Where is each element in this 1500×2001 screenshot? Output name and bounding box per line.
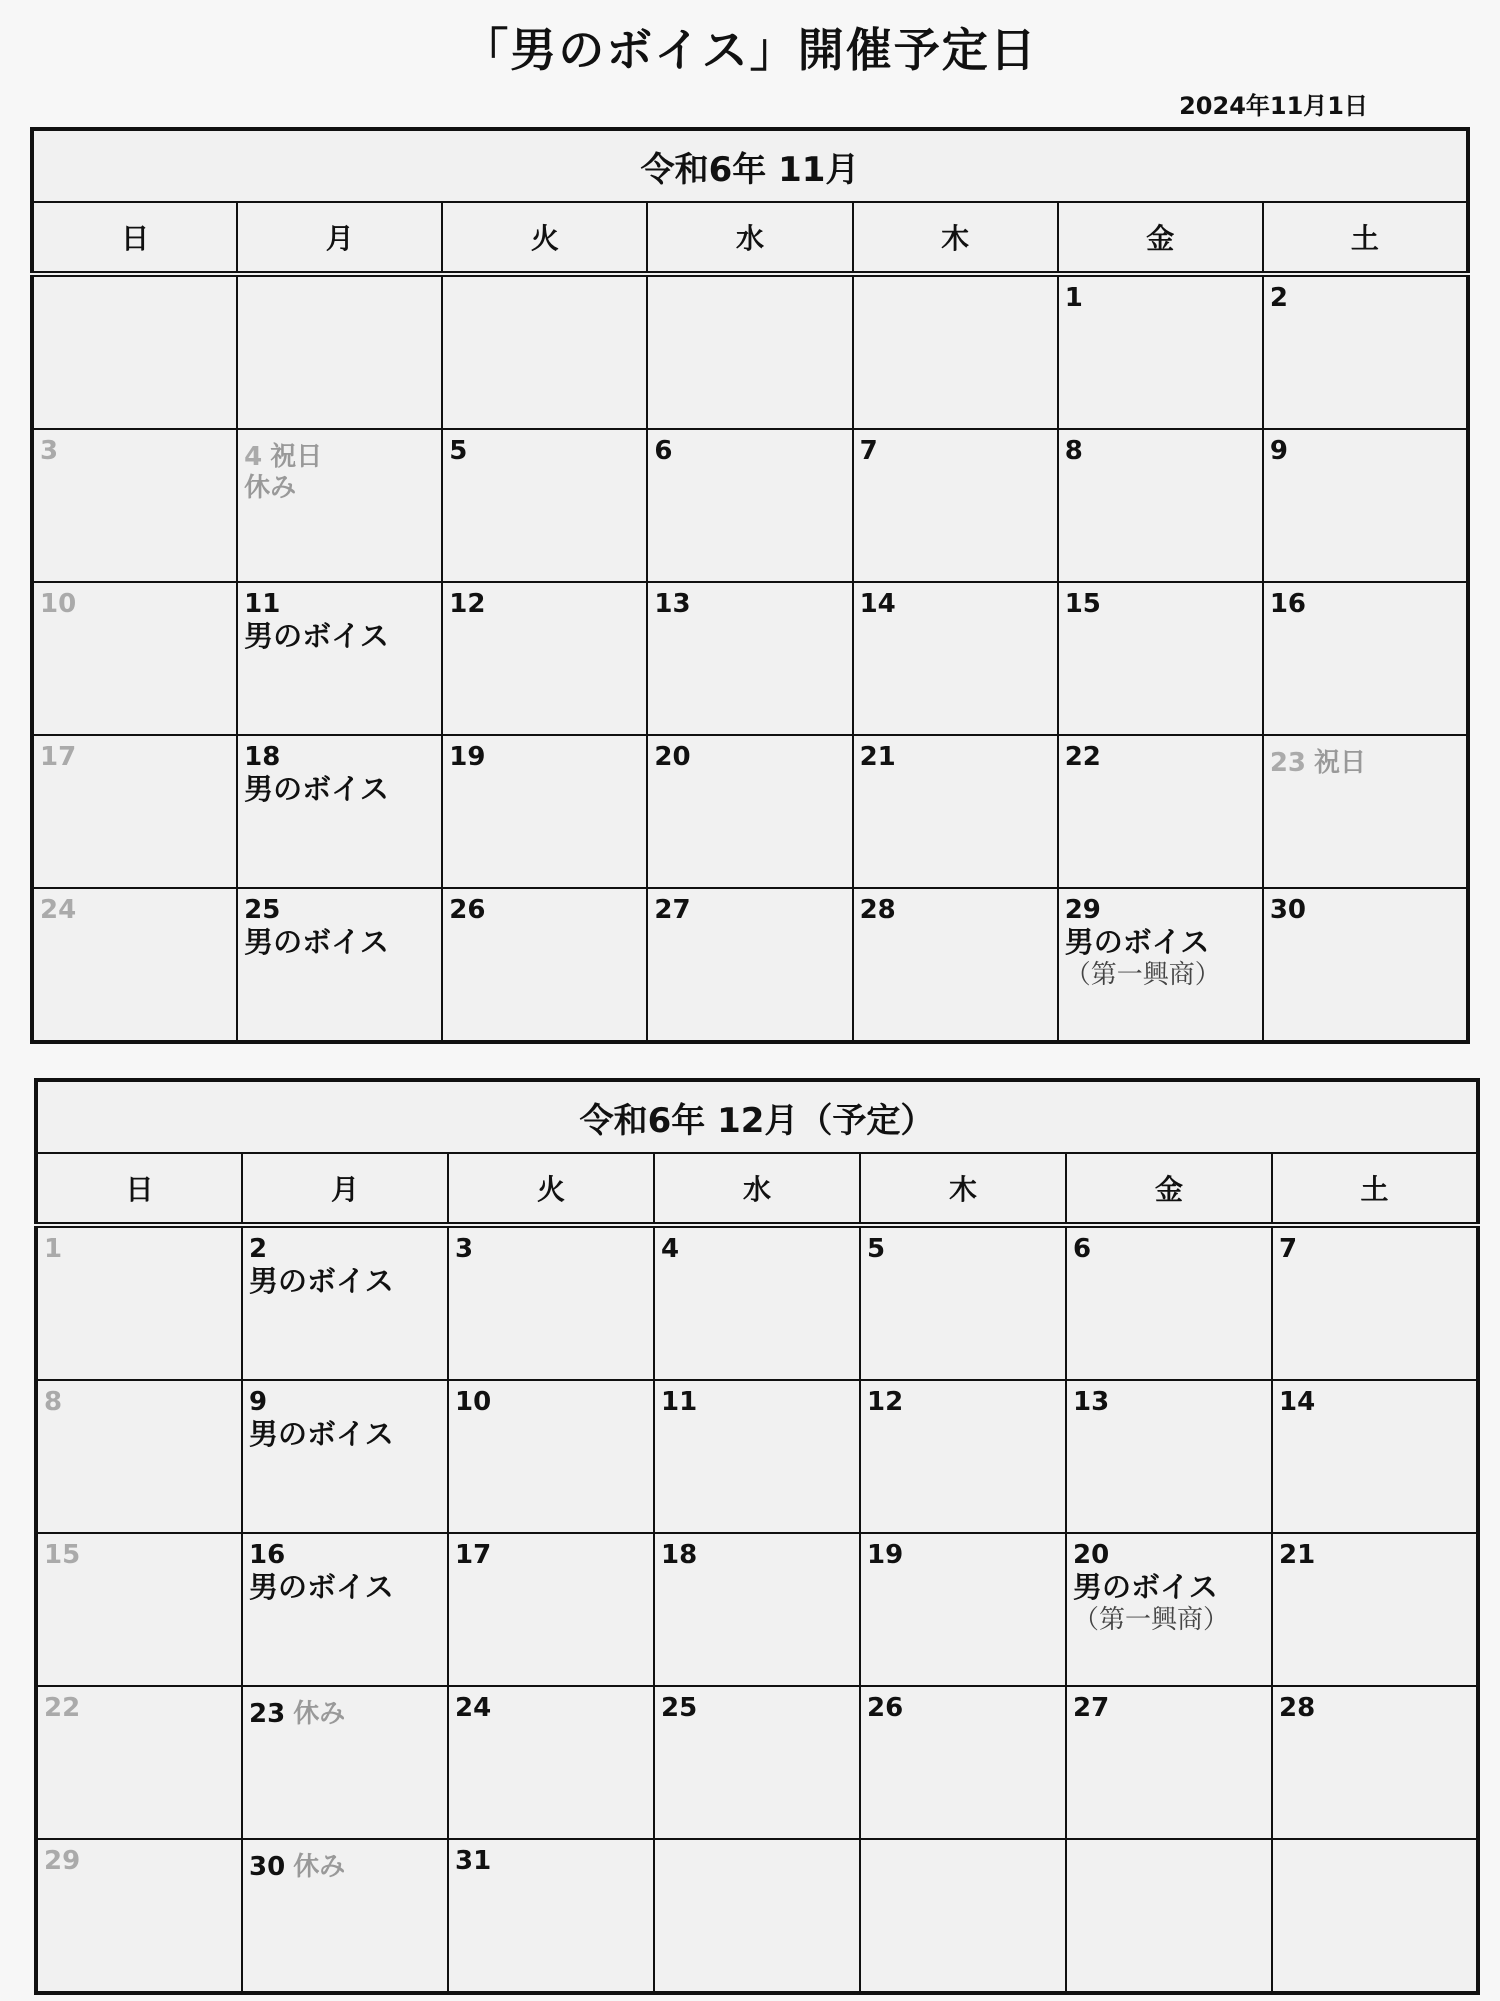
weekday-label: 月 <box>242 1153 448 1225</box>
event-venue: （第一興商） <box>1064 960 1221 990</box>
day-cell <box>853 274 1058 429</box>
day-number: 29 <box>1064 895 1101 925</box>
weekday-label: 日 <box>36 1153 242 1225</box>
day-note: 祝日 <box>1314 748 1367 778</box>
day-number: 24 <box>455 1693 492 1723</box>
day-cell <box>860 1533 1066 1686</box>
day-cell <box>442 888 647 1042</box>
week-row <box>32 735 1468 888</box>
day-cell <box>654 1225 860 1380</box>
day-number: 9 <box>249 1387 268 1417</box>
day-cell <box>1263 582 1468 735</box>
day-sub-note: 休み <box>244 473 297 503</box>
day-cell <box>242 1225 448 1380</box>
week-row <box>36 1225 1478 1380</box>
weekday-label: 水 <box>647 202 852 274</box>
day-cell <box>860 1686 1066 1839</box>
day-cell <box>237 274 442 429</box>
day-cell <box>242 1839 448 1993</box>
day-number: 21 <box>859 742 896 772</box>
event-label: 男のボイス <box>249 1417 394 1451</box>
weekday-label: 火 <box>442 202 647 274</box>
day-cell <box>242 1686 448 1839</box>
day-number: 9 <box>1269 436 1288 466</box>
day-number: 14 <box>859 589 896 619</box>
event-label: 男のボイス <box>249 1570 394 1604</box>
day-cell <box>1272 1533 1478 1686</box>
day-number: 21 <box>1279 1540 1316 1570</box>
day-cell <box>860 1225 1066 1380</box>
day-number: 26 <box>449 895 486 925</box>
day-cell <box>36 1839 242 1993</box>
day-number: 18 <box>661 1540 698 1570</box>
day-cell <box>1272 1686 1478 1839</box>
week-row <box>36 1533 1478 1686</box>
day-number: 17 <box>455 1540 492 1570</box>
day-number: 30 <box>1269 895 1307 925</box>
day-number: 27 <box>654 895 691 925</box>
day-cell <box>36 1533 242 1686</box>
day-cell <box>1058 735 1263 888</box>
day-cell <box>237 429 442 582</box>
event-label: 男のボイス <box>1064 925 1210 959</box>
weekday-label: 金 <box>1066 1153 1272 1225</box>
day-number: 22 <box>44 1693 81 1723</box>
day-number: 26 <box>867 1693 904 1723</box>
event-label: 男のボイス <box>1073 1570 1218 1604</box>
day-number: 6 <box>1073 1234 1092 1264</box>
day-number: 28 <box>859 895 896 925</box>
day-cell <box>1058 274 1263 429</box>
week-row <box>32 429 1468 582</box>
day-number: 25 <box>244 895 281 925</box>
weekday-label: 木 <box>860 1153 1066 1225</box>
day-cell <box>1263 888 1468 1042</box>
day-cell <box>442 735 647 888</box>
week-row <box>36 1839 1478 1993</box>
day-number: 27 <box>1073 1693 1110 1723</box>
weekday-label: 火 <box>448 1153 654 1225</box>
day-number: 2 <box>249 1234 268 1264</box>
weekday-label: 月 <box>237 202 442 274</box>
day-number: 8 <box>44 1387 63 1417</box>
day-number: 6 <box>654 436 673 466</box>
week-row <box>36 1380 1478 1533</box>
day-cell <box>237 582 442 735</box>
day-number: 5 <box>449 436 468 466</box>
day-note: 休み <box>293 1699 346 1729</box>
day-cell <box>647 429 852 582</box>
day-number: 3 <box>40 436 59 466</box>
day-cell <box>853 888 1058 1042</box>
day-cell <box>242 1533 448 1686</box>
day-number: 1 <box>44 1234 63 1264</box>
day-cell <box>860 1839 1066 1993</box>
day-number: 20 <box>1073 1540 1110 1570</box>
day-cell <box>853 735 1058 888</box>
day-cell <box>1066 1533 1272 1686</box>
day-note: 祝日 <box>270 442 323 472</box>
day-number: 13 <box>1073 1387 1110 1417</box>
day-number: 19 <box>449 742 486 772</box>
day-number: 24 <box>40 895 77 925</box>
day-cell <box>448 1686 654 1839</box>
day-cell <box>32 274 237 429</box>
day-number: 7 <box>1279 1234 1298 1264</box>
week-row <box>32 274 1468 429</box>
december-calendar <box>34 1078 1480 1995</box>
day-cell <box>237 735 442 888</box>
november-calendar <box>30 127 1470 1044</box>
day-cell <box>1066 1839 1272 1993</box>
day-number: 12 <box>449 589 486 619</box>
day-cell <box>32 735 237 888</box>
day-note: 休み <box>293 1852 346 1882</box>
day-number: 13 <box>654 589 691 619</box>
day-cell <box>1272 1380 1478 1533</box>
day-cell <box>1272 1225 1478 1380</box>
day-cell <box>442 429 647 582</box>
weekday-label: 木 <box>853 202 1058 274</box>
day-number: 14 <box>1279 1387 1316 1417</box>
day-cell <box>647 888 852 1042</box>
weekday-label: 土 <box>1263 202 1468 274</box>
day-number: 10 <box>455 1387 492 1417</box>
day-number: 17 <box>40 742 77 772</box>
event-label: 男のボイス <box>249 1264 394 1298</box>
weekday-label: 水 <box>654 1153 860 1225</box>
day-number: 16 <box>249 1540 286 1570</box>
day-cell <box>442 582 647 735</box>
issue-date: 2024年11月1日 <box>1179 92 1368 120</box>
day-cell <box>654 1380 860 1533</box>
day-cell <box>36 1686 242 1839</box>
month-heading: 令和6年 12月（予定） <box>36 1080 1478 1153</box>
weekday-header-row <box>32 202 1468 274</box>
month-heading: 令和6年 11月 <box>32 129 1468 202</box>
day-cell <box>32 429 237 582</box>
day-cell <box>237 888 442 1042</box>
day-number: 25 <box>661 1693 698 1723</box>
weekday-header-row <box>36 1153 1478 1225</box>
weekday-label: 金 <box>1058 202 1263 274</box>
day-cell <box>647 274 852 429</box>
day-cell <box>647 735 852 888</box>
day-cell <box>654 1533 860 1686</box>
day-cell <box>1058 888 1263 1042</box>
day-number: 5 <box>867 1234 886 1264</box>
day-cell <box>647 582 852 735</box>
week-row <box>32 582 1468 735</box>
day-number: 15 <box>1064 589 1101 619</box>
event-label: 男のボイス <box>244 925 389 959</box>
day-cell <box>32 582 237 735</box>
day-number: 11 <box>661 1387 698 1417</box>
day-number: 10 <box>40 589 77 619</box>
day-number: 22 <box>1064 742 1101 772</box>
day-number: 16 <box>1269 589 1307 619</box>
day-number: 18 <box>244 742 281 772</box>
day-number: 2 <box>1269 283 1288 313</box>
day-cell <box>448 1225 654 1380</box>
day-number: 1 <box>1064 283 1083 313</box>
week-row <box>36 1686 1478 1839</box>
day-number: 12 <box>867 1387 904 1417</box>
event-venue: （第一興商） <box>1073 1605 1230 1635</box>
day-number: 15 <box>44 1540 81 1570</box>
day-number: 31 <box>455 1846 492 1876</box>
day-cell <box>1066 1686 1272 1839</box>
day-cell <box>654 1686 860 1839</box>
event-label: 男のボイス <box>244 772 389 806</box>
day-cell <box>448 1533 654 1686</box>
day-cell <box>1263 429 1468 582</box>
day-number: 19 <box>867 1540 904 1570</box>
document-title: 「男のボイス」開催予定日 <box>462 23 1038 77</box>
day-number: 7 <box>859 436 878 466</box>
day-number: 8 <box>1064 436 1083 466</box>
day-cell <box>1263 274 1468 429</box>
day-number: 3 <box>455 1234 474 1264</box>
day-number: 4 <box>661 1234 680 1264</box>
day-number: 4 <box>244 442 263 472</box>
day-number: 29 <box>44 1846 81 1876</box>
day-number: 23 <box>1269 748 1307 778</box>
day-cell <box>853 582 1058 735</box>
weekday-label: 土 <box>1272 1153 1478 1225</box>
day-cell <box>36 1225 242 1380</box>
day-cell <box>860 1380 1066 1533</box>
day-cell <box>448 1380 654 1533</box>
day-number: 11 <box>244 589 281 619</box>
week-row <box>32 888 1468 1042</box>
day-cell <box>1058 582 1263 735</box>
day-number: 28 <box>1279 1693 1316 1723</box>
day-cell <box>1066 1380 1272 1533</box>
day-cell <box>442 274 647 429</box>
day-cell <box>242 1380 448 1533</box>
day-cell <box>32 888 237 1042</box>
day-cell <box>654 1839 860 1993</box>
event-label: 男のボイス <box>244 619 389 653</box>
day-cell <box>853 429 1058 582</box>
day-cell <box>1058 429 1263 582</box>
day-cell <box>1066 1225 1272 1380</box>
day-number: 20 <box>654 742 691 772</box>
day-cell <box>448 1839 654 1993</box>
day-number: 23 <box>249 1699 286 1729</box>
weekday-label: 日 <box>32 202 237 274</box>
day-number: 30 <box>249 1852 286 1882</box>
day-cell <box>1263 735 1468 888</box>
day-cell <box>1272 1839 1478 1993</box>
day-cell <box>36 1380 242 1533</box>
